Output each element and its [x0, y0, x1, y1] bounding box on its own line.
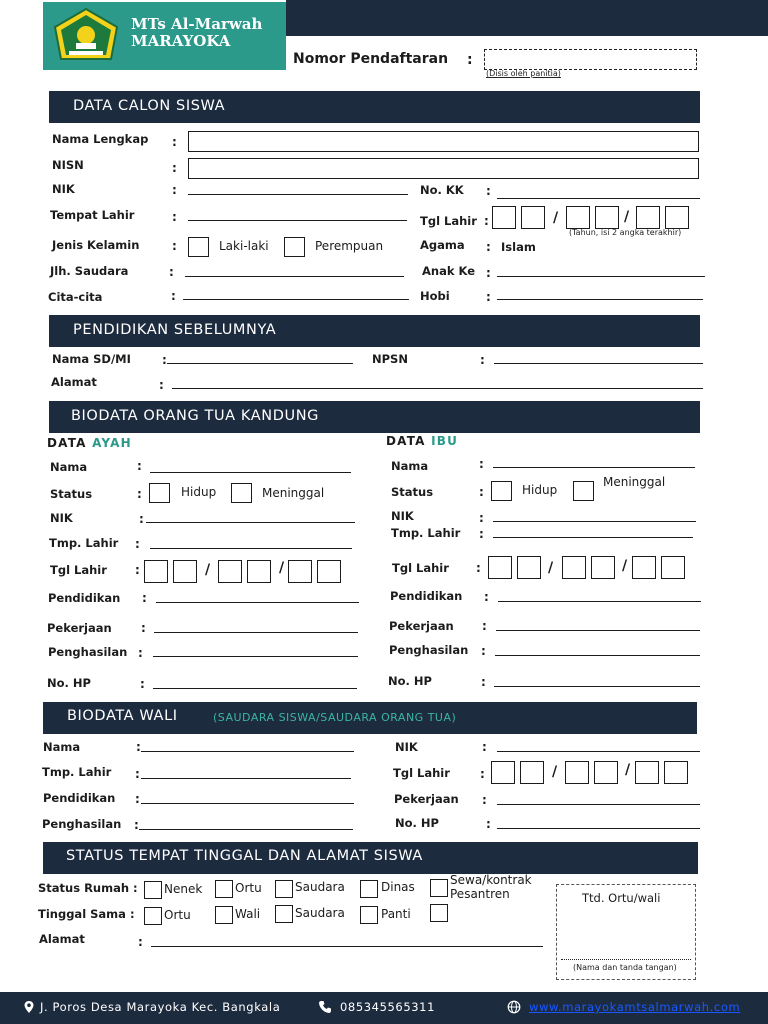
status-rumah-text: Status Rumah: [38, 881, 130, 895]
wali-no-hp-label: No. HP: [395, 816, 439, 830]
nisn-input[interactable]: [188, 158, 699, 179]
wali-penghasilan-label: Penghasilan: [42, 817, 122, 831]
tgl-lahir-note: (Tahun, isi 2 angka terakhir): [569, 228, 682, 237]
footer-address: J. Poros Desa Marayoka Kec. Bangkala: [40, 1000, 281, 1014]
ayah-meninggal-checkbox[interactable]: [231, 483, 252, 503]
registration-number-label: Nomor Pendaftaran: [293, 51, 449, 67]
section-data-calon-siswa: [49, 91, 700, 123]
ayah-label: AYAH: [92, 436, 132, 450]
saudara-checkbox[interactable]: [275, 880, 293, 898]
location-pin-icon: [22, 1000, 36, 1014]
laki-laki-label: Laki-laki: [219, 239, 269, 253]
wali-pekerjaan-label: Pekerjaan: [394, 792, 459, 806]
ibu-tgl-lahir-digit[interactable]: [661, 556, 685, 579]
wali-tgl-lahir-digit[interactable]: [635, 761, 659, 784]
tgl-lahir-digit[interactable]: [636, 206, 660, 229]
status-rumah-label: Status Rumah :: [38, 881, 138, 895]
cita-cita-label: Cita-cita: [48, 290, 103, 304]
alamat-siswa-label: Alamat: [39, 932, 85, 946]
ayah-nik-input[interactable]: [146, 522, 355, 523]
ibu-nama-label: Nama: [391, 459, 429, 473]
wali-tgl-lahir-digit[interactable]: [565, 761, 589, 784]
ayah-tgl-lahir-label: Tgl Lahir: [50, 563, 107, 577]
dinas-label: Dinas: [381, 880, 415, 894]
meninggal-label: Meninggal: [603, 475, 666, 489]
meninggal-label: Meninggal: [262, 486, 325, 500]
tinggal-ortu-checkbox[interactable]: [144, 907, 162, 925]
ibu-no-hp-label: No. HP: [388, 674, 432, 688]
agama-label: Agama: [420, 238, 465, 252]
tinggal-panti-checkbox[interactable]: [360, 906, 378, 924]
tgl-lahir-digit[interactable]: [566, 206, 590, 229]
wali-penghasilan-input[interactable]: [139, 829, 353, 830]
tgl-lahir-label: Tgl Lahir: [420, 214, 477, 228]
no-kk-label: No. KK: [420, 183, 464, 197]
hidup-label: Hidup: [522, 483, 558, 497]
section-title: BIODATA ORANG TUA KANDUNG: [71, 408, 319, 424]
footer-bar: [0, 992, 768, 1024]
footer-website-link[interactable]: www.marayokamtsalmarwah.com: [529, 1000, 741, 1014]
tinggal-saudara-checkbox[interactable]: [275, 905, 293, 923]
ayah-tmp-lahir-input[interactable]: [150, 548, 352, 549]
ibu-label: IBU: [431, 434, 459, 448]
ayah-nik-label: NIK: [50, 511, 73, 525]
wali-nik-label: NIK: [395, 740, 418, 754]
perempuan-checkbox[interactable]: [284, 237, 305, 257]
wali-tgl-lahir-digit[interactable]: [594, 761, 618, 784]
hobi-label: Hobi: [420, 289, 450, 303]
ibu-tgl-lahir-label: Tgl Lahir: [392, 561, 449, 575]
ibu-meninggal-checkbox[interactable]: [573, 481, 594, 501]
ayah-nama-input[interactable]: [150, 472, 351, 473]
section-subtitle: (SAUDARA SISWA/SAUDARA ORANG TUA): [213, 711, 457, 724]
ayah-pekerjaan-input[interactable]: [154, 632, 358, 633]
no-kk-input[interactable]: [497, 198, 700, 199]
registration-number-note: (Disis oleh panitia): [486, 69, 561, 78]
ibu-pekerjaan-label: Pekerjaan: [389, 619, 454, 633]
ayah-no-hp-input[interactable]: [153, 688, 357, 689]
agama-value: Islam: [501, 240, 536, 254]
nama-lengkap-label: Nama Lengkap: [52, 132, 149, 146]
wali-tmp-lahir-input[interactable]: [141, 778, 351, 779]
nama-lengkap-input[interactable]: [188, 131, 699, 152]
hobi-input[interactable]: [497, 299, 703, 300]
hidup-label: Hidup: [181, 485, 217, 499]
wali-tgl-lahir-digit[interactable]: [520, 761, 544, 784]
ibu-penghasilan-label: Penghasilan: [389, 643, 469, 657]
school-logo-banner: [43, 2, 286, 70]
tinggal-panti-label: Panti: [381, 907, 411, 921]
wali-tgl-lahir-digit[interactable]: [491, 761, 515, 784]
npsn-input[interactable]: [494, 363, 703, 364]
ibu-nama-input[interactable]: [493, 467, 695, 468]
kemenag-emblem-icon: [49, 7, 123, 65]
dinas-checkbox[interactable]: [360, 880, 378, 898]
tgl-lahir-digit[interactable]: [492, 206, 516, 229]
perempuan-label: Perempuan: [315, 239, 384, 253]
top-bar: [286, 0, 768, 36]
wali-no-hp-input[interactable]: [497, 828, 700, 829]
wali-pekerjaan-input[interactable]: [497, 804, 700, 805]
jenis-kelamin-label: Jenis Kelamin: [52, 238, 140, 252]
ayah-tgl-lahir-digit[interactable]: [218, 560, 242, 583]
anak-ke-input[interactable]: [497, 276, 705, 277]
data-ibu-heading: [386, 434, 458, 448]
data-ayah-heading: [47, 436, 132, 450]
saudara-label: Saudara: [295, 880, 345, 894]
tempat-lahir-input[interactable]: [188, 220, 407, 221]
school-name: [131, 16, 262, 50]
ayah-tgl-lahir-digit[interactable]: [173, 560, 197, 583]
ayah-tmp-lahir-label: Tmp. Lahir: [49, 536, 119, 550]
nik-label: NIK: [52, 182, 75, 196]
tinggal-saudara-label: Saudara: [295, 906, 345, 920]
sewa-pesantren-label: [450, 873, 532, 901]
ayah-tgl-lahir-digit[interactable]: [317, 560, 341, 583]
ibu-no-hp-input[interactable]: [494, 686, 700, 687]
tinggal-wali-label: Wali: [235, 907, 261, 921]
nama-sd-input[interactable]: [167, 363, 353, 364]
tinggal-lainnya-checkbox[interactable]: [430, 904, 448, 922]
wali-tgl-lahir-label: Tgl Lahir: [393, 766, 450, 780]
ibu-penghasilan-input[interactable]: [495, 655, 700, 656]
wali-pendidikan-label: Pendidikan: [43, 791, 116, 805]
cita-cita-input[interactable]: [183, 299, 409, 300]
ibu-pekerjaan-input[interactable]: [496, 630, 700, 631]
nenek-label: Nenek: [164, 882, 203, 896]
nenek-checkbox[interactable]: [144, 881, 162, 899]
school-name-line2: MARAYOKA: [131, 32, 231, 50]
alamat-sekolah-input[interactable]: [172, 388, 703, 389]
ayah-nama-label: Nama: [50, 460, 88, 474]
section-title: BIODATA WALI: [67, 708, 178, 724]
wali-nama-input[interactable]: [141, 751, 354, 752]
colon: :: [467, 52, 473, 68]
ibu-tmp-lahir-input[interactable]: [493, 537, 693, 538]
section-title: DATA CALON SISWA: [73, 98, 226, 114]
ibu-status-label: Status: [391, 485, 434, 499]
registration-number-field[interactable]: [484, 49, 697, 70]
footer-phone: 085345565311: [340, 1000, 435, 1014]
ayah-pendidikan-label: Pendidikan: [48, 591, 121, 605]
school-name-line1: MTs Al-Marwah: [131, 15, 263, 33]
tgl-lahir-digit[interactable]: [521, 206, 545, 229]
signature-title: Ttd. Ortu/wali: [582, 891, 661, 905]
signature-line: [561, 959, 691, 960]
ayah-no-hp-label: No. HP: [47, 676, 91, 690]
ibu-pendidikan-label: Pendidikan: [390, 589, 463, 603]
jumlah-saudara-input[interactable]: [185, 276, 404, 277]
ortu-label: Ortu: [235, 881, 262, 895]
section-biodata-wali: [43, 702, 697, 734]
ayah-penghasilan-label: Penghasilan: [48, 645, 128, 659]
section-status-tempat-tinggal: [43, 842, 698, 874]
section-title: STATUS TEMPAT TINGGAL DAN ALAMAT SISWA: [66, 848, 423, 864]
wali-nama-label: Nama: [43, 740, 81, 754]
ibu-pendidikan-input[interactable]: [498, 601, 701, 602]
ayah-pendidikan-input[interactable]: [156, 602, 359, 603]
sewa-pesantren-checkbox[interactable]: [430, 879, 448, 897]
ibu-tgl-lahir-digit[interactable]: [591, 556, 615, 579]
tempat-lahir-label: Tempat Lahir: [50, 208, 135, 222]
globe-icon: [507, 1000, 521, 1014]
sewa-label: Sewa/kontrak: [450, 873, 532, 887]
wali-tgl-lahir-digit[interactable]: [664, 761, 688, 784]
ayah-status-label: Status: [50, 487, 93, 501]
signature-box[interactable]: [556, 884, 696, 980]
nisn-label: NISN: [52, 158, 84, 172]
tgl-lahir-digit[interactable]: [595, 206, 619, 229]
ibu-tgl-lahir-digit[interactable]: [562, 556, 586, 579]
ortu-checkbox[interactable]: [215, 880, 233, 898]
section-title: PENDIDIKAN SEBELUMNYA: [73, 322, 277, 338]
tinggal-sama-label: Tinggal Sama :: [38, 907, 135, 921]
signature-note: (Nama dan tanda tangan): [573, 963, 677, 972]
tinggal-wali-checkbox[interactable]: [215, 906, 233, 924]
ayah-tgl-lahir-digit[interactable]: [144, 560, 168, 583]
ibu-nik-label: NIK: [391, 509, 414, 523]
npsn-label: NPSN: [372, 352, 408, 366]
ibu-tgl-lahir-digit[interactable]: [488, 556, 512, 579]
alamat-sekolah-label: Alamat: [51, 375, 97, 389]
ayah-pekerjaan-label: Pekerjaan: [47, 621, 112, 635]
alamat-siswa-input[interactable]: [151, 946, 543, 947]
wali-nik-input[interactable]: [497, 751, 700, 752]
tinggal-sama-text: Tinggal Sama: [38, 907, 126, 921]
data-label: DATA: [47, 436, 87, 450]
pesantren-label: Pesantren: [450, 887, 510, 901]
ayah-tgl-lahir-digit[interactable]: [288, 560, 312, 583]
ayah-tgl-lahir-digit[interactable]: [247, 560, 271, 583]
nik-input[interactable]: [188, 194, 408, 195]
phone-icon: [318, 1000, 332, 1014]
anak-ke-label: Anak Ke: [422, 264, 476, 278]
ayah-hidup-checkbox[interactable]: [149, 483, 170, 503]
wali-pendidikan-input[interactable]: [141, 803, 354, 804]
ibu-tgl-lahir-digit[interactable]: [517, 556, 541, 579]
tgl-lahir-digit[interactable]: [665, 206, 689, 229]
ayah-penghasilan-input[interactable]: [153, 656, 358, 657]
section-biodata-orang-tua: [49, 401, 700, 433]
ibu-hidup-checkbox[interactable]: [491, 481, 512, 501]
section-pendidikan-sebelumnya: [49, 315, 700, 347]
jumlah-saudara-label: Jlh. Saudara: [50, 264, 129, 278]
data-label: DATA: [386, 434, 426, 448]
ibu-tmp-lahir-label: Tmp. Lahir: [391, 526, 461, 540]
ibu-tgl-lahir-digit[interactable]: [632, 556, 656, 579]
tinggal-ortu-label: Ortu: [164, 908, 191, 922]
nama-sd-label: Nama SD/MI: [52, 352, 131, 366]
laki-laki-checkbox[interactable]: [188, 237, 209, 257]
ibu-nik-input[interactable]: [493, 521, 696, 522]
wali-tmp-lahir-label: Tmp. Lahir: [42, 765, 112, 779]
